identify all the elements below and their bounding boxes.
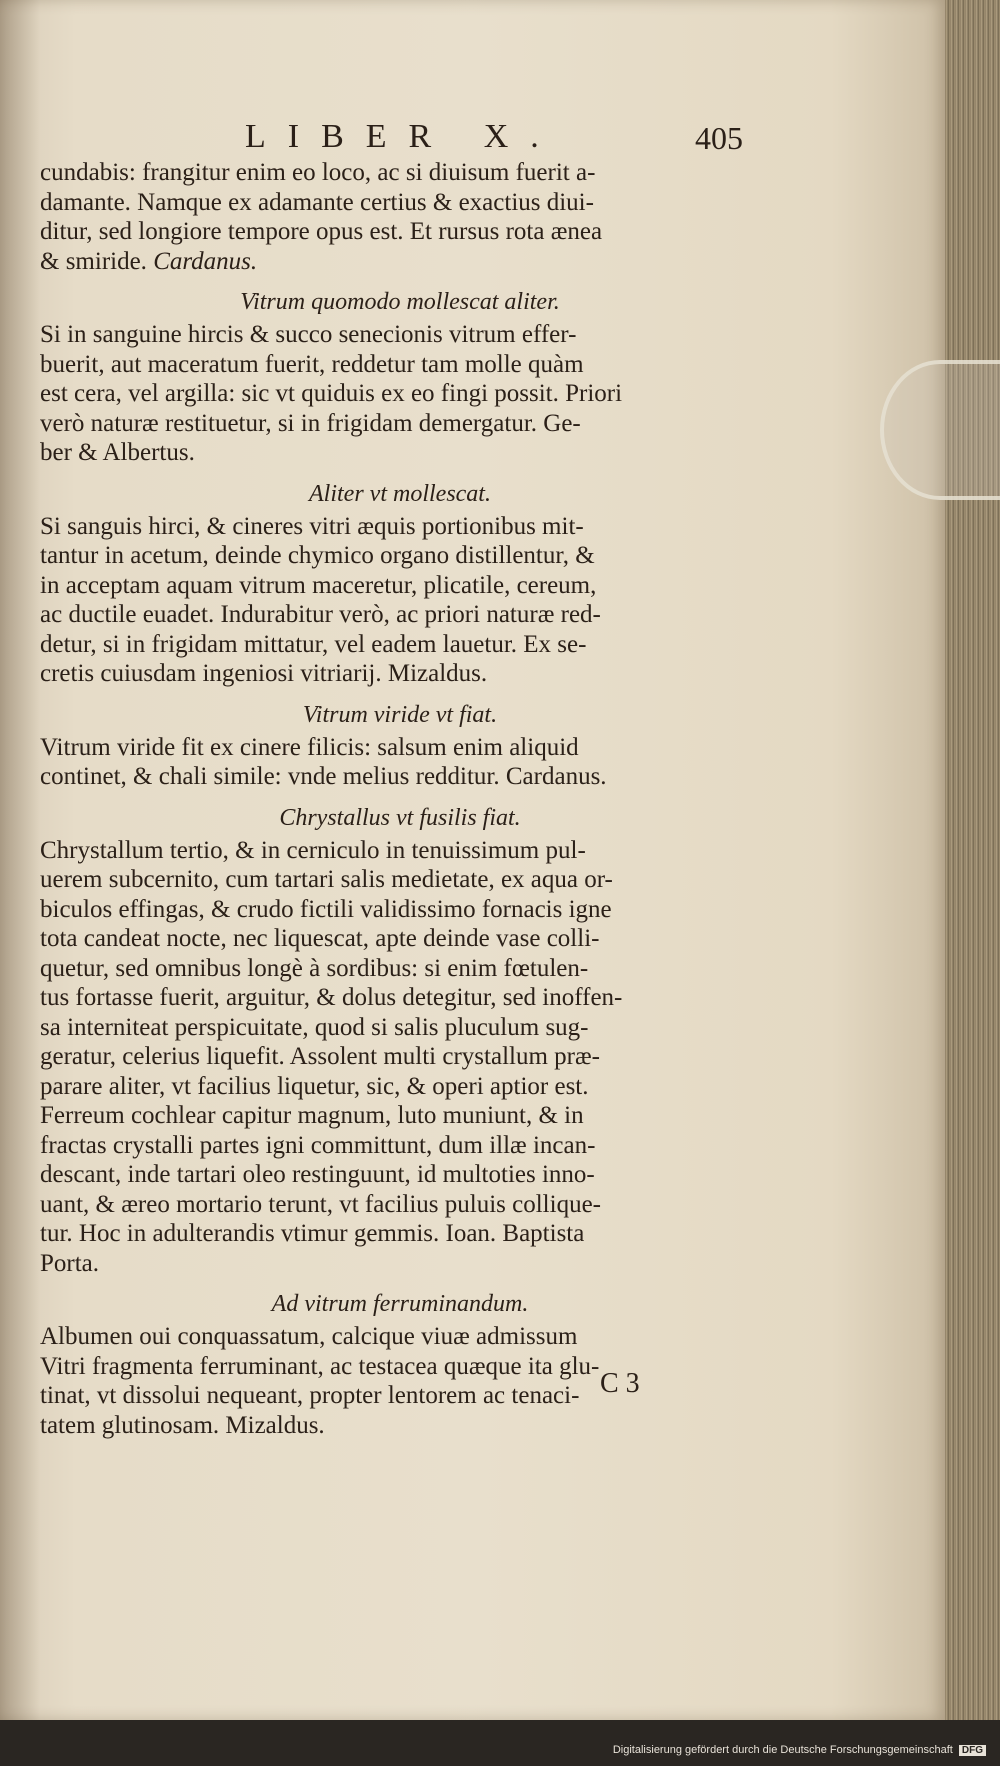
text-line: verò naturæ restituetur, si in frigidam demergatur. Ge-	[40, 409, 581, 437]
text-line: geratur, celerius liquefit. Assolent multi crystallum præ-	[40, 1043, 600, 1070]
page-number: 405	[695, 120, 743, 156]
section-heading: Aliter vt mollescat.	[309, 480, 491, 507]
text-line: buerit, aut maceratum fuerit, reddetur tam molle quàm	[40, 350, 584, 378]
text-line: Si in sanguine hircis & succo senecionis vitrum effer-	[40, 321, 577, 348]
dfg-logo: DFG	[959, 1745, 986, 1756]
credit-text: Digitalisierung gefördert durch die Deutsche Forschungsgemeinschaft	[612, 1744, 953, 1756]
text-line	[40, 247, 760, 277]
page-text	[40, 118, 760, 1448]
text-line: Porta.	[40, 1249, 100, 1277]
text-line: Ferreum cochlear capitur magnum, luto muniunt, & in	[40, 1102, 584, 1129]
intro-paragraph	[40, 158, 760, 276]
section-ferruminandum	[40, 1288, 760, 1440]
running-head	[40, 118, 760, 158]
section-heading: Chrystallus vt fusilis fiat.	[279, 804, 521, 831]
text-line: parare aliter, vt facilius liquetur, sic, & operi aptior est.	[40, 1072, 589, 1100]
text-line: biculos effingas, & crudo fictili validissimo fornacis igne	[40, 895, 612, 923]
section-mollescat	[40, 286, 760, 468]
digitization-credit	[613, 1744, 986, 1756]
gutter-shadow	[0, 0, 40, 1720]
text-line: fractas crystalli partes igni committunt, dum illæ incan-	[40, 1131, 596, 1159]
page-edges	[945, 0, 1000, 1720]
section-aliter	[40, 478, 760, 689]
section-heading: Ad vitrum ferruminandum.	[271, 1291, 529, 1317]
text-line: ac ductile euadet. Indurabitur verò, ac priori naturæ red-	[40, 601, 601, 628]
text-line: continet, & chali simile: vnde melius redditur. Cardanus.	[40, 763, 607, 790]
section-heading: Vitrum quomodo mollescat aliter.	[240, 289, 560, 315]
text-fragment: & smiride.	[40, 247, 154, 275]
text-line: ditur, sed longiore tempore opus est. Et rursus rota ænea	[40, 218, 603, 245]
text-line: tota candeat nocte, nec liquescat, apte deinde vase colli-	[40, 925, 600, 952]
attribution: Cardanus.	[153, 247, 258, 275]
text-line: damante. Namque ex adamante certius & exactius diui-	[40, 188, 594, 216]
text-line: tur. Hoc in adulterandis vtimur gemmis. Ioan. Baptista	[40, 1220, 585, 1247]
text-line: Vitrum viride fit ex cinere filicis: salsum enim aliquid	[40, 733, 579, 761]
text-line: tus fortasse fuerit, arguitur, & dolus detegitur, sed inoffen-	[40, 984, 623, 1011]
text-line: sa interniteat perspicuitate, quod si salis pluculum sug-	[40, 1013, 589, 1041]
text-line: cretis cuiusdam ingeniosi vitriarij. Mizaldus.	[40, 660, 488, 687]
text-line: tatem glutinosam. Mizaldus.	[40, 1411, 325, 1439]
text-line: Si sanguis hirci, & cineres vitri æquis portionibus mit-	[40, 512, 584, 540]
text-line: Albumen oui conquassatum, calcique viuæ admissum	[40, 1323, 578, 1350]
signature-mark: C 3	[600, 1368, 640, 1399]
text-line: cundabis: frangitur enim eo loco, ac si diuisum fuerit a-	[40, 159, 596, 186]
text-line: in acceptam aquam vitrum maceretur, plicatile, cereum,	[40, 571, 597, 599]
text-line: Chrystallum tertio, & in cerniculo in tenuissimum pul-	[40, 836, 586, 864]
section-heading: Vitrum viride vt fiat.	[302, 701, 498, 728]
text-line: descant, inde tartari oleo restinguunt, id multoties inno-	[40, 1161, 595, 1188]
text-line: Vitri fragmenta ferruminant, ac testacea quæque ita glu-	[40, 1352, 600, 1380]
text-line: tinat, vt dissolui nequeant, propter lentorem ac tenaci-	[40, 1382, 580, 1409]
running-head-title: LIBER X.	[245, 118, 561, 155]
section-chrystallus	[40, 802, 760, 1279]
footer-band	[0, 1720, 1000, 1766]
text-line: est cera, vel argilla: sic vt quiduis ex eo fingi possit. Priori	[40, 380, 623, 407]
text-line: uerem subcernito, cum tartari salis medietate, ex aqua or-	[40, 866, 613, 893]
text-line: quetur, sed omnibus longè à sordibus: si enim fœtulen-	[40, 954, 589, 982]
text-line: tantur in acetum, deinde chymico organo distillentur, &	[40, 542, 595, 569]
section-viride	[40, 699, 760, 792]
page-clip	[880, 360, 1000, 500]
text-line: ber & Albertus.	[40, 439, 195, 466]
text-line: uant, & æreo mortario terunt, vt facilius puluis collique-	[40, 1190, 601, 1218]
text-line: detur, si in frigidam mittatur, vel eadem lauetur. Ex se-	[40, 630, 587, 658]
